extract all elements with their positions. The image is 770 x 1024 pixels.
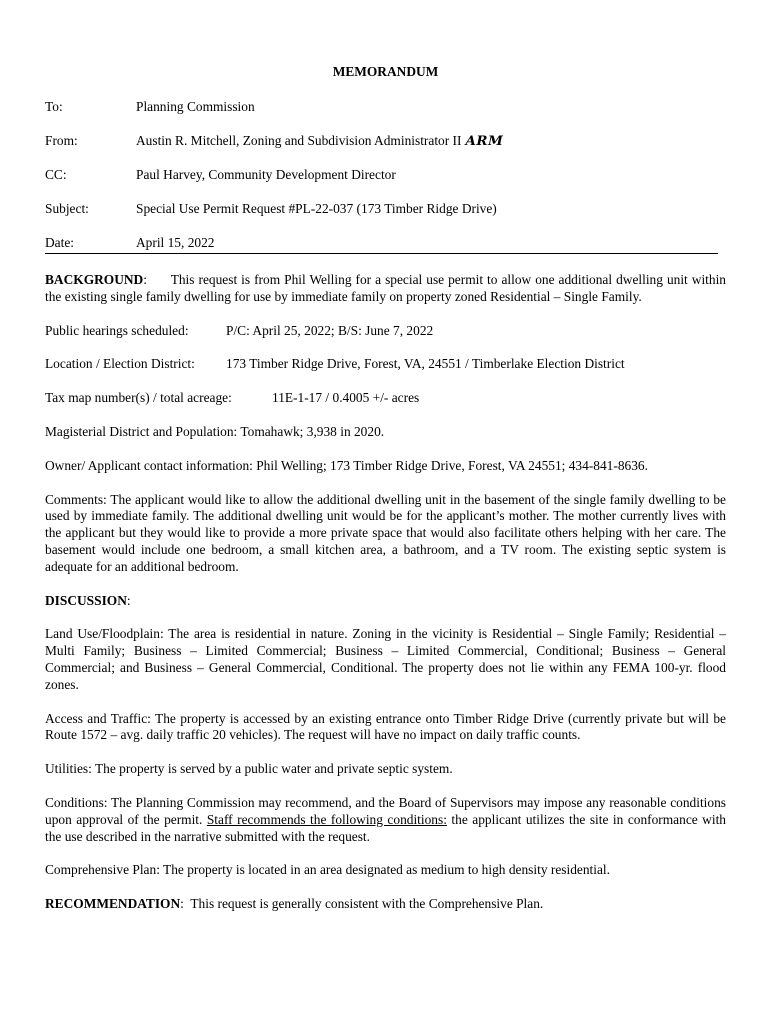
taxmap-row [45,390,726,407]
discussion-heading: DISCUSSION [45,592,127,608]
recommendation-text: This request is generally consistent with the Comprehensive Plan. [190,896,544,912]
signature-initials: ARM [465,133,504,149]
discussion-heading-line: DISCUSSION: [45,592,131,608]
memo-from-row [45,132,726,149]
hearings-label: Public hearings scheduled: [45,322,189,338]
location-value: 173 Timber Ridge Drive, Forest, VA, 24551 / Timberlake Election District [226,356,625,372]
to-label: To: [45,99,63,114]
subject-value: Special Use Permit Request #PL-22-037 (173 Timber Ridge Drive) [136,201,497,216]
memo-cc-row [45,166,726,183]
staff-conditions-underlined: Staff recommends the following conditions: [206,811,447,827]
access-paragraph: Access and Traffic: The property is accessed by an existing entrance onto Timber Ridge Drive (currently private but will be Route 1572 – avg. daily traffic 20 vehicles). The request will have no impact on daily traffic counts. [45,710,726,743]
memo-subject-row [45,200,726,217]
magisterial-paragraph: Magisterial District and Population: Tomahawk; 3,938 in 2020. [45,423,385,439]
cc-value: Paul Harvey, Community Development Director [136,167,396,182]
background-paragraph: BACKGROUND: This request is from Phil Welling for a special use permit to allow one additional dwelling unit within the existing single family dwelling for use by immediate family on property zoned Residential – Single Family. [45,272,727,304]
hearings-row [45,323,726,340]
memo-to-row [45,98,726,115]
date-label: Date: [45,235,74,250]
conditions-intro: Conditions: The Planning Commission may recommend, and the Board of Supervisors may impose any reasonable conditions upon approval of the permit. [45,794,726,827]
conditions-paragraph [45,795,726,845]
from-label: From: [45,133,78,148]
memo-date-row [45,234,726,251]
owner-paragraph: Owner/ Applicant contact information: Phil Welling; 173 Timber Ridge Drive, Forest, VA 24551; 434-841-8636. [45,457,648,473]
date-value: April 15, 2022 [136,235,215,250]
comments-paragraph: Comments: The applicant would like to allow the additional dwelling unit in the basement of the single family dwelling to be used by immediate family. The additional dwelling unit would be for the applicant’s mother. The mother currently lives with the applicant but they would like to provide a more private space that would also facilitate others helping with her care. The basement would include one bedroom, a small kitchen area, a bathroom, and a TV room. The existing septic system is adequate for an additional bedroom. [45,491,726,574]
to-value: Planning Commission [136,99,255,114]
comp-plan-paragraph: Comprehensive Plan: The property is located in an area designated as medium to high density residential. [45,862,610,878]
conditions-outro: the applicant utilizes the site in conformance with the use described in the narrative submitted with the request. [45,811,726,844]
recommendation-paragraph: RECOMMENDATION: This request is generally consistent with the Comprehensive Plan. [45,896,544,912]
location-row [45,356,726,373]
taxmap-value: 11E-1-17 / 0.4005 +/- acres [272,390,420,406]
cc-label: CC: [45,167,67,182]
memo-page [45,64,726,913]
from-field [136,132,726,149]
memo-title: MEMORANDUM [332,64,439,79]
location-label: Location / Election District: [45,356,195,372]
header-divider [45,253,718,254]
hearings-value: P/C: April 25, 2022; B/S: June 7, 2022 [226,322,434,338]
taxmap-label: Tax map number(s) / total acreage: [45,390,232,406]
background-text: This request is from Phil Welling for a special use permit to allow one additional dwelling unit within the existing single family dwelling for use by immediate family on property zoned Residential – Single Family. [45,272,727,304]
land-use-paragraph: Land Use/Floodplain: The area is residential in nature. Zoning in the vicinity is Residential – Single Family; Residential – Multi Family; Business – Limited Commercial; Business – Limited Commercial, Conditional; Business – General Commercial; and Business – General Commercial, Conditional. The property does not lie within any FEMA 100-yr. flood zones. [45,626,726,692]
utilities-paragraph: Utilities: The property is served by a public water and private septic system. [45,761,453,777]
background-heading: BACKGROUND [45,272,144,287]
from-value: Austin R. Mitchell, Zoning and Subdivision Administrator II [136,133,462,148]
recommendation-heading: RECOMMENDATION [45,896,181,912]
subject-label: Subject: [45,201,89,216]
